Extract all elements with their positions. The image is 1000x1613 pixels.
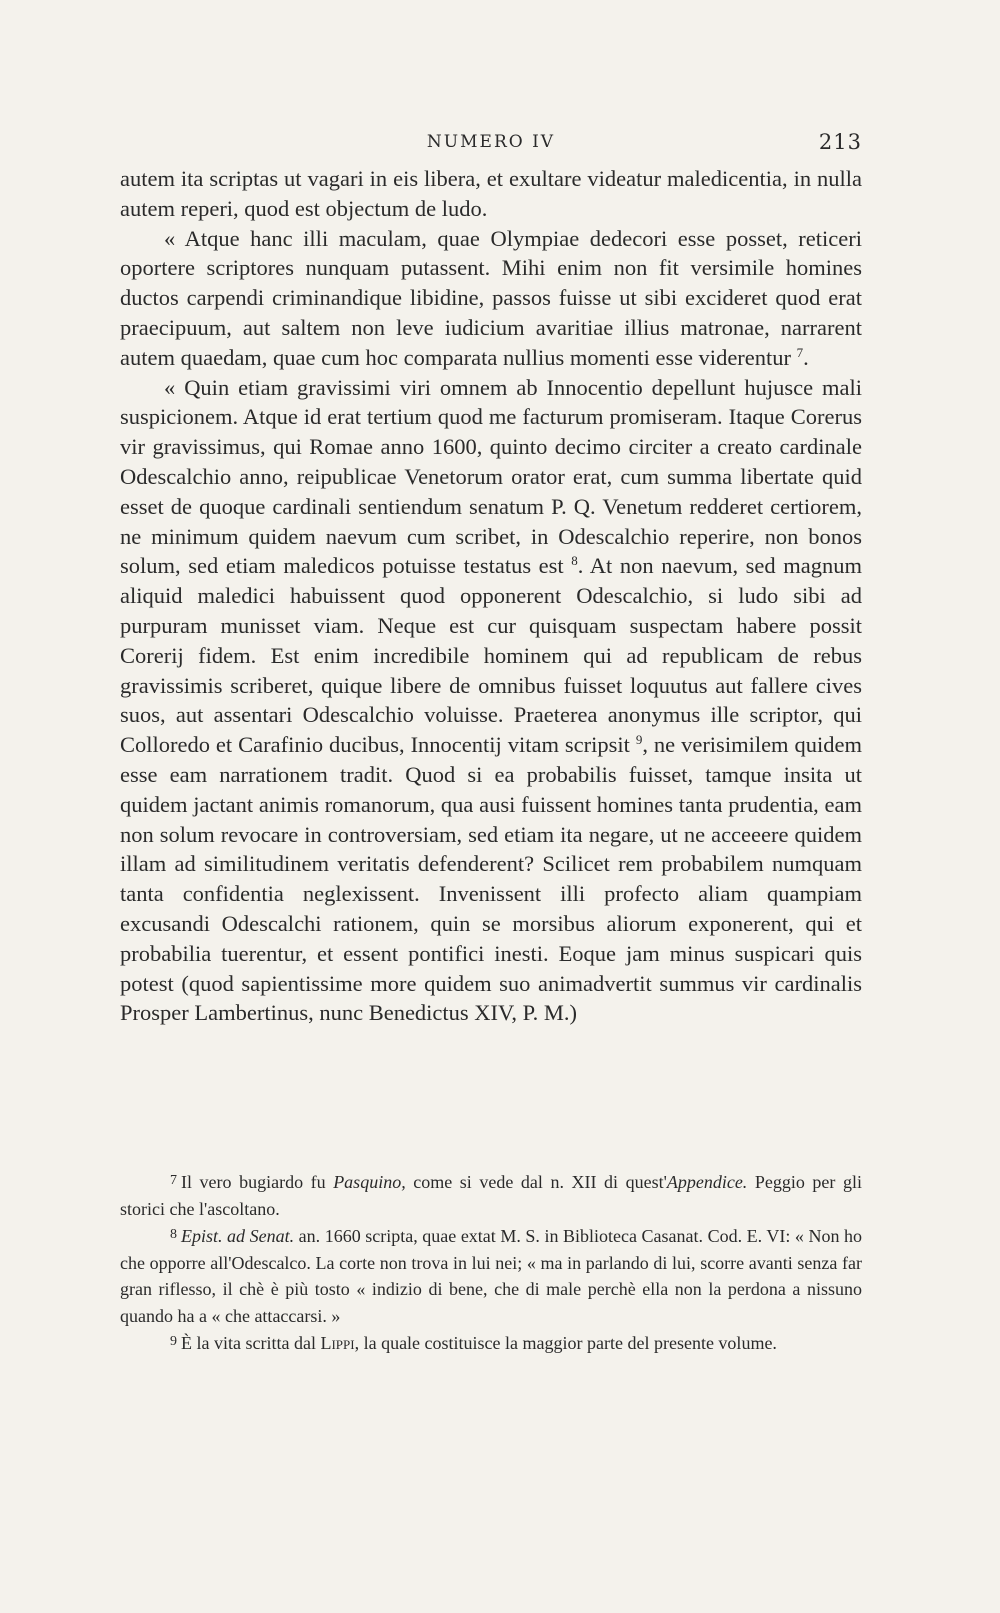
footnote-7-number: 7 — [170, 1173, 177, 1188]
footnote-7-pasquino: Pasquino, — [333, 1172, 406, 1192]
footnote-9-text-b: la quale costituisce la maggior parte del presente volume. — [359, 1333, 777, 1353]
footnotes — [120, 1168, 862, 1357]
paragraph-2-text: « Atque hanc illi maculam, quae Olympiae dedecori esse posset, reticeri oportere scriptores nunquam putassent. Mihi enim non fit versimile homines ductos carpendi criminandique libidine, passos fuisse ut sibi excideret quod erat praecipuum, aut saltem non leve iudicium avaritiae illius matronae, narrarent autem quaedam, quae cum hoc comparata nullius momenti esse viderentur — [120, 225, 862, 370]
paragraph-3-text-a: « Quin etiam gravissimi viri omnem ab Innocentio depellunt hujusce mali suspicionem. Atque id erat tertium quod me facturum promiseram. Itaque Corerus vir gravissimus, qui Romae anno 1600, quinto decimo circiter a creato cardinale Odescalchio anno, reipublicae Venetorum orator erat, cum summa libertate quid esset de quoque cardinali sentiendum senatum P. Q. Venetum redderet certiorem, ne minimum quidem naevum cum scribet, in Odescalchio reperire, non bonos solum, sed etiam maledicos potuisse testatus est — [120, 374, 862, 579]
paragraph-1 — [120, 164, 862, 224]
footnote-7-text-b: come si vede dal n. XII di quest' — [405, 1172, 667, 1192]
footnote-9 — [120, 1329, 862, 1357]
body-text — [120, 164, 862, 1028]
footnote-9-lippi: Lippi, — [320, 1333, 360, 1353]
paragraph-3 — [120, 373, 862, 1029]
paragraph-1-text: autem ita scriptas ut vagari in eis libera, et exultare videatur maledicentia, in nulla autem reperi, quod est objectum de ludo. — [120, 166, 862, 221]
footnote-8-text: an. 1660 scripta, quae extat M. S. in Biblioteca Casanat. Cod. E. VI: « Non ho che opporre all'Odescalco. La corte non trova in lui nei; « ma in parlando di lui, scorre avanti senza far gran riflesso, il chè è più tosto « indizio di bene, che di male perchè ella non la perdona a nissuno quando ha a « che attaccarsi. » — [120, 1226, 862, 1326]
page-header — [120, 130, 862, 160]
footnote-ref-8: 8 — [571, 553, 578, 569]
paragraph-2 — [120, 224, 862, 373]
page-number: 213 — [818, 130, 862, 154]
footnote-7 — [120, 1168, 862, 1222]
paragraph-3-text-c: , ne verisimilem quidem esse eam narrationem tradit. Quod si ea probabilis fuisset, tamque insita ut quidem jactant animis romanorum, qua ausi fuissent homines tanta prudentia, eam non solum revocare in controversiam, sed etiam ita negare, ut ne acceeere quidem illam ad similitudinem veritatis defenderent? Scilicet rem probabilem numquam tanta confidentia neglexissent. Invenissent illi profecto aliam quampiam excusandi Odescalchi rationem, quin se morsibus aliorum exponerent, qui et probabilia tuerentur, et essent pontifici inesti. Eoque jam minus suspicari quis potest (quod sapientissime more quidem suo animadvertit summus vir cardinalis Prosper Lambertinus, nunc Benedictus XIV, P. M.) — [120, 732, 862, 1026]
paragraph-3-text-b: . At non naevum, sed magnum aliquid maledici habuissent quod opponerent Odescalchio, si ludo sibi ad purpuram munisset viam. Neque est cur quisquam suspectam habere possit Corerij fidem. Est enim incredibile hominem qui ad republicam de rebus gravissimis scriberet, quique libere de omnibus fuisset loquutus aut fallere cives suos, aut assentari Odescalchio voluisse. Praeterea anonymus ille scriptor, qui Colloredo et Carafinio ducibus, Innocentij vitam scripsit — [120, 553, 863, 758]
footnote-8 — [120, 1222, 862, 1329]
footnote-7-appendice: Appendice. — [666, 1172, 748, 1192]
footnote-8-epist: Epist. ad Senat. — [181, 1226, 295, 1246]
paragraph-2-end: . — [803, 344, 809, 370]
footnote-7-text-a: Il vero bugiardo fu — [181, 1172, 334, 1192]
footnote-ref-9: 9 — [635, 732, 643, 748]
running-title: NUMERO IV — [426, 132, 556, 152]
footnote-8-number: 8 — [170, 1227, 177, 1242]
footnote-9-text-a: È la vita scritta dal — [181, 1333, 321, 1353]
footnote-7-text-c: Peggio per gli storici che l'ascoltano. — [120, 1172, 862, 1219]
footnote-ref-7: 7 — [796, 344, 804, 360]
footnote-9-number: 9 — [170, 1334, 177, 1349]
